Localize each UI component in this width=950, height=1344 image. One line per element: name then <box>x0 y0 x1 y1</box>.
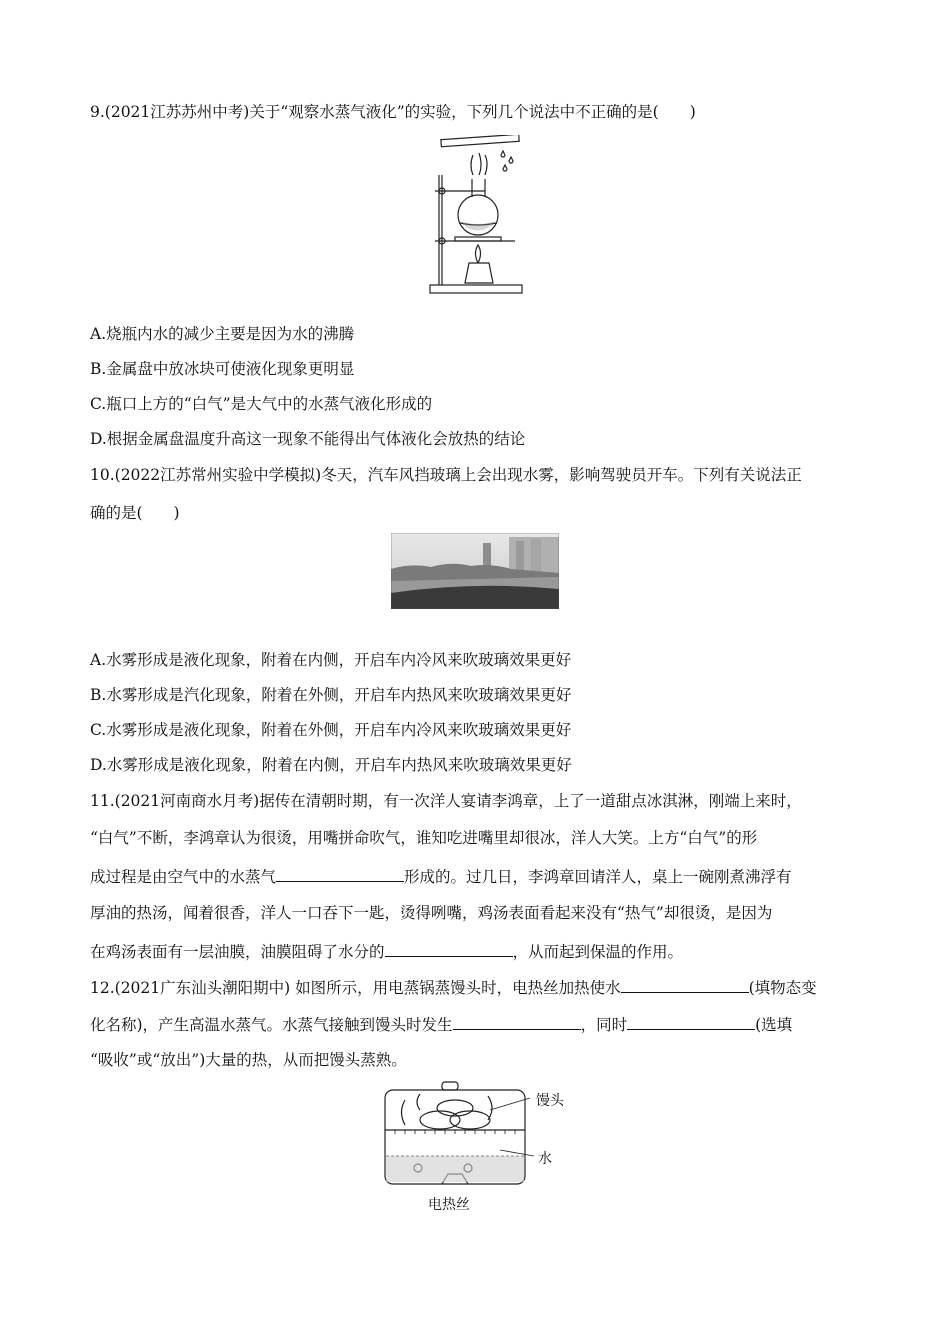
label-heating-wire: 电热丝 <box>428 1197 470 1213</box>
q9-option-d: D.根据金属盘温度升高这一现象不能得出气体液化会放热的结论 <box>90 430 526 448</box>
label-mantou: 馒头 <box>536 1093 564 1109</box>
q9-option-a: A.烧瓶内水的减少主要是因为水的沸腾 <box>90 325 355 343</box>
q12-line3: “吸收”或“放出”)大量的热，从而把馒头蒸熟。 <box>90 1051 407 1069</box>
q11-line3-text-b: 形成的。过几日，李鸿章回请洋人，桌上一碗刚煮沸浮有 <box>404 868 792 886</box>
q11-line2: “白气”不断，李鸿章认为很烫，用嘴拼命吹气，谁知吃进嘴里却很冰，洋人大笑。上方“白气”的形 <box>90 829 758 847</box>
label-water: 水 <box>538 1151 552 1167</box>
q11-blank-1[interactable] <box>276 865 404 882</box>
q12-blank-3[interactable] <box>627 1013 755 1030</box>
q12-line1-text-b: (填物态变 <box>748 979 817 997</box>
q10-stem-line2: 确的是( ) <box>90 504 180 522</box>
distillation-apparatus-figure <box>425 135 525 300</box>
q11-line5-text-b: ，从而起到保温的作用。 <box>512 943 684 961</box>
q10-option-a: A.水雾形成是液化现象，附着在内侧，开启车内冷风来吹玻璃效果更好 <box>90 651 572 669</box>
q12-line2-text-b: ，同时 <box>580 1016 628 1034</box>
q9-option-c: C.瓶口上方的“白气”是大气中的水蒸气液化形成的 <box>90 395 433 413</box>
q12-blank-2[interactable] <box>453 1013 581 1030</box>
q9-stem: 9.(2021江苏苏州中考)关于“观察水蒸气液化”的实验，下列几个说法中不正确的是( ) <box>90 103 696 121</box>
windshield-fog-photo <box>391 533 559 609</box>
q11-line5 <box>90 940 683 962</box>
q10-stem-line1: 10.(2022江苏常州实验中学模拟)冬天，汽车风挡玻璃上会出现水雾，影响驾驶员开车。下列有关说法正 <box>90 466 802 484</box>
q9-option-b: B.金属盘中放冰块可使液化现象更明显 <box>90 360 355 378</box>
q11-line5-text-a: 在鸡汤表面有一层油膜，油膜阻碍了水分的 <box>90 943 385 961</box>
q11-line4: 厚油的热汤，闻着很香，洋人一口吞下一匙，烫得咧嘴，鸡汤表面看起来没有“热气”却很烫，是因为 <box>90 904 773 922</box>
q12-blank-1[interactable] <box>621 976 749 993</box>
q10-option-d: D.水雾形成是液化现象，附着在内侧，开启车内热风来吹玻璃效果更好 <box>90 756 572 774</box>
q10-option-c: C.水雾形成是液化现象，附着在外侧，开启车内冷风来吹玻璃效果更好 <box>90 721 572 739</box>
q12-line1-text-a: 12.(2021广东汕头潮阳期中) 如图所示，用电蒸锅蒸馒头时，电热丝加热使水 <box>90 979 621 997</box>
q11-line3-text-a: 成过程是由空气中的水蒸气 <box>90 868 277 886</box>
q12-line2-text-c: (选填 <box>755 1016 793 1034</box>
q11-line3 <box>90 865 792 887</box>
q11-line1: 11.(2021河南商水月考)据传在清朝时期，有一次洋人宴请李鸿章，上了一道甜点冰淇淋，刚端上来时， <box>90 792 802 810</box>
q10-option-b: B.水雾形成是汽化现象，附着在外侧，开启车内热风来吹玻璃效果更好 <box>90 686 572 704</box>
q12-line2-text-a: 化名称)，产生高温水蒸气。水蒸气接触到馒头时发生 <box>90 1016 453 1034</box>
q12-line1 <box>90 976 817 998</box>
q11-blank-2[interactable] <box>385 940 513 957</box>
q12-line2 <box>90 1013 792 1035</box>
